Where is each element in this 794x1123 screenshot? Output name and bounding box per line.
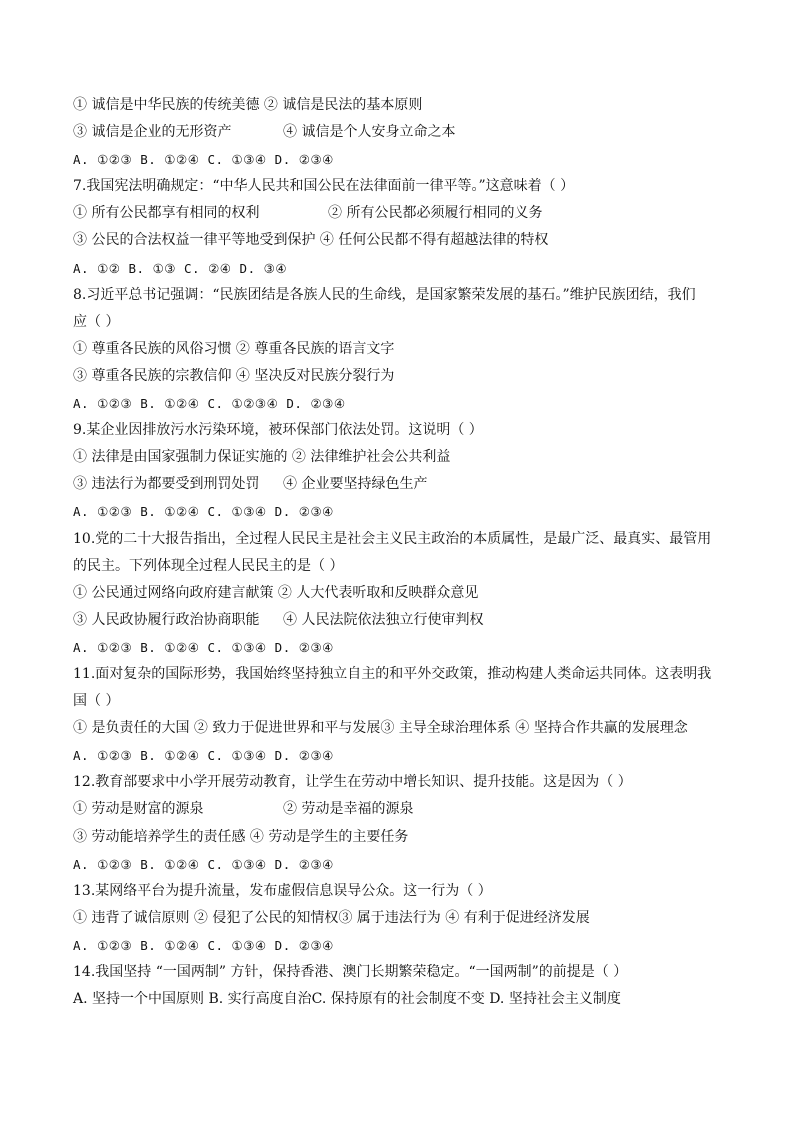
q8-stem-line-1: 8.习近平总书记强调：“民族团结是各族人民的生命线，是国家繁荣发展的基石。”维护民族团结，我们 (73, 286, 696, 303)
q13-answer-choices: A. ①②③ B. ①②④ C. ①③④ D. ②③④ (73, 937, 334, 953)
q6-option-3: ③ 诚信是企业的无形资产 (73, 124, 232, 141)
q7-answer-choices: A. ①② B. ①③ C. ②④ D. ③④ (73, 260, 288, 276)
q9-options-row-1: ① 法律是由国家强制力保证实施的 ② 法律维护社会公共利益 (73, 449, 451, 466)
q13-stem: 13.某网络平台为提升流量，发布虚假信息误导公众。这一行为（ ） (73, 882, 492, 899)
q10-answer-choices: A. ①②③ B. ①②④ C. ①③④ D. ②③④ (73, 639, 334, 655)
q9-answer-choices: A. ①②③ B. ①②④ C. ①③④ D. ②③④ (73, 504, 334, 520)
q7-options-row-1 (73, 200, 723, 227)
q12-options-row-1 (73, 796, 723, 823)
q7-options-row-2: ③ 公民的合法权益一律平等地受到保护 ④ 任何公民都不得有超越法律的特权 (73, 232, 549, 249)
question-list (73, 92, 723, 1013)
q9-stem: 9.某企业因排放污水污染环境，被环保部门依法处罚。这说明（ ） (73, 422, 483, 439)
q11-stem-line-2: 国（ ） (73, 693, 120, 710)
q6-options-row-2 (73, 119, 723, 146)
q11-answer-choices: A. ①②③ B. ①②④ C. ①③④ D. ②③④ (73, 748, 334, 764)
q8-options-row-2: ③ 尊重各民族的宗教信仰 ④ 坚决反对民族分裂行为 (73, 367, 395, 384)
q6-options-row-1: ① 诚信是中华民族的传统美德 ② 诚信是民法的基本原则 (73, 97, 423, 113)
q11-stem-line-1: 11.面对复杂的国际形势，我国始终坚持独立自主的和平外交政策，推动构建人类命运共同体。这表明我 (73, 665, 712, 682)
q12-stem: 12.教育部要求中小学开展劳动教育，让学生在劳动中增长知识、提升技能。这是因为（ ） (73, 774, 632, 791)
q12-answer-choices: A. ①②③ B. ①②④ C. ①③④ D. ②③④ (73, 856, 334, 872)
q8-answer-choices: A. ①②③ B. ①②④ C. ①②③④ D. ②③④ (73, 396, 346, 412)
q10-options-row-2 (73, 607, 723, 634)
q9-options-row-2 (73, 471, 723, 498)
q10-option-4: ④ 人民法院依法独立行使审判权 (283, 611, 484, 628)
q7-stem: 7.我国宪法明确规定：“中华人民共和国公民在法律面前一律平等。”这意味着（ ） (73, 178, 575, 195)
q7-option-2: ② 所有公民都必须履行相同的义务 (328, 205, 543, 222)
q8-stem-line-2: 应（ ） (73, 313, 120, 330)
q7-option-1: ① 所有公民都享有相同的权利 (73, 205, 260, 222)
q9-option-3: ③ 违法行为都要受到刑罚处罚 (73, 476, 260, 493)
q12-option-2: ② 劳动是幸福的源泉 (283, 801, 414, 818)
q14-stem: 14.我国坚持 “一国两制” 方针，保持香港、澳门长期繁荣稳定。“一国两制”的前提是（ ） (73, 964, 628, 980)
q14-answer-choices: A. 坚持一个中国原则 B. 实行高度自治C. 保持原有的社会制度不变 D. 坚持社会主义制度 (73, 991, 621, 1008)
q13-options-row-1: ① 违背了诚信原则 ② 侵犯了公民的知情权③ 属于违法行为 ④ 有利于促进经济发展 (73, 909, 590, 926)
q6-answer-choices: A. ①②③ B. ①②④ C. ①③④ D. ②③④ (73, 152, 334, 168)
q11-options-row-1: ① 是负责任的大国 ② 致力于促进世界和平与发展③ 主导全球治理体系 ④ 坚持合作共赢的发展理念 (73, 720, 688, 737)
q12-options-row-2: ③ 劳动能培养学生的责任感 ④ 劳动是学生的主要任务 (73, 828, 409, 845)
q10-stem-line-2: 的民主。下列体现全过程人民民主的是（ ） (73, 557, 344, 574)
q8-options-row-1: ① 尊重各民族的风俗习惯 ② 尊重各民族的语言文字 (73, 340, 395, 357)
q10-stem-line-1: 10.党的二十大报告指出，全过程人民民主是社会主义民主政治的本质属性，是最广泛、最真实、最管用 (73, 530, 712, 547)
q10-options-row-1: ① 公民通过网络向政府建言献策 ② 人大代表听取和反映群众意见 (73, 584, 479, 601)
q9-option-4: ④ 企业要坚持绿色生产 (283, 476, 428, 493)
q6-option-4: ④ 诚信是个人安身立命之本 (283, 124, 456, 141)
q12-option-1: ① 劳动是财富的源泉 (73, 801, 204, 818)
q10-option-3: ③ 人民政协履行政治协商职能 (73, 611, 260, 628)
